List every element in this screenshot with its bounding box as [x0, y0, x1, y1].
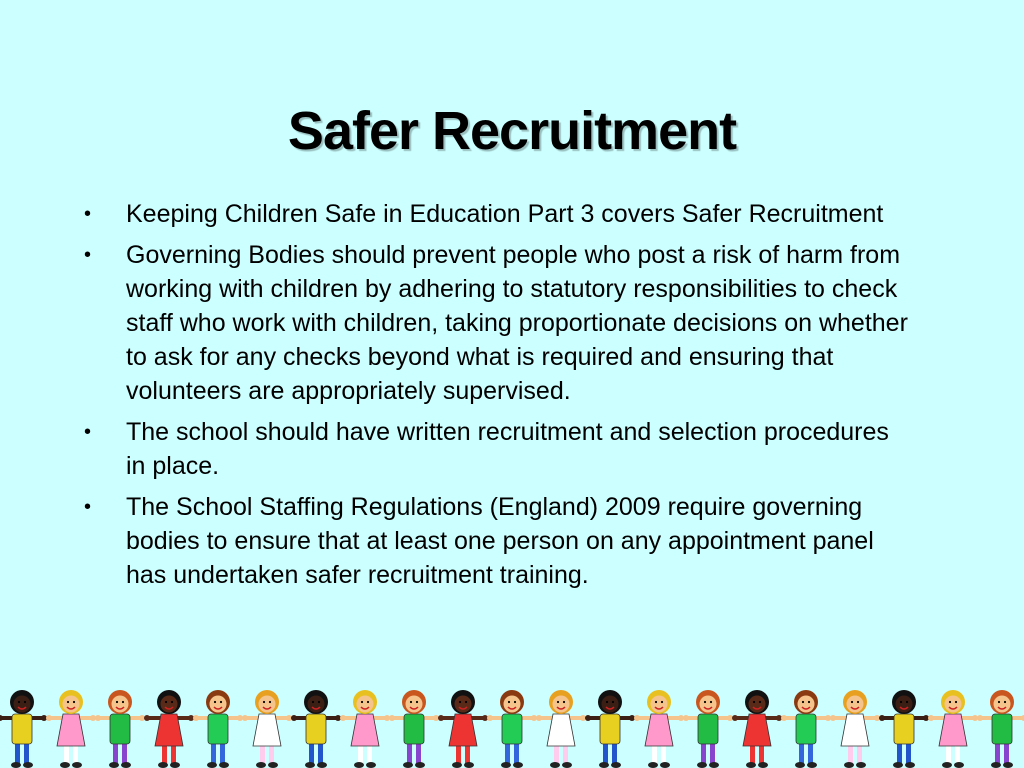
child-figure: [242, 690, 292, 768]
child-figure: [928, 690, 978, 768]
bullet-item: [80, 490, 910, 592]
child-figure: [977, 690, 1024, 768]
bullet-item: [80, 238, 910, 408]
child-figure: [732, 690, 782, 768]
child-figure: [683, 690, 733, 768]
child-figure: [193, 690, 243, 768]
slide-title: Safer Recruitment: [287, 101, 737, 161]
child-figure: [389, 690, 439, 768]
child-figure: [879, 690, 929, 768]
child-figure: [438, 690, 488, 768]
child-figure: [634, 690, 684, 768]
bullet-marker: •: [84, 496, 92, 518]
bullet-text: Governing Bodies should prevent people who post a risk of harm from working with children by adhering to statutory responsibilities to check staff who work with children, taking proportionate decisions on whether to ask for any checks beyond what is required and ensuring that volunteers are appropriately supervised.: [126, 241, 908, 405]
bullet-marker: •: [84, 421, 92, 443]
bullet-list: [80, 197, 910, 599]
child-figure: [830, 690, 880, 768]
bullet-item: [80, 197, 910, 231]
bullet-item: [80, 415, 910, 483]
child-figure: [487, 690, 537, 768]
bullet-text: Keeping Children Safe in Education Part 3 covers Safer Recruitment: [126, 200, 884, 228]
child-figure: [144, 690, 194, 768]
children-row-illustration: [0, 690, 1024, 768]
bullet-marker: •: [84, 203, 92, 225]
child-figure: [536, 690, 586, 768]
child-figure: [781, 690, 831, 768]
children-border-illustration: [0, 690, 1024, 768]
child-figure: [585, 690, 635, 768]
child-figure: [95, 690, 145, 768]
bullet-marker: •: [84, 244, 92, 266]
child-figure: [291, 690, 341, 768]
child-figure: [0, 690, 47, 768]
child-figure: [46, 690, 96, 768]
bullet-text: The school should have written recruitment and selection procedures in place.: [126, 418, 889, 480]
bullet-text: The School Staffing Regulations (England) 2009 require governing bodies to ensure that at least one person on any appointment panel has undertaken safer recruitment training.: [126, 493, 874, 589]
child-figure: [340, 690, 390, 768]
